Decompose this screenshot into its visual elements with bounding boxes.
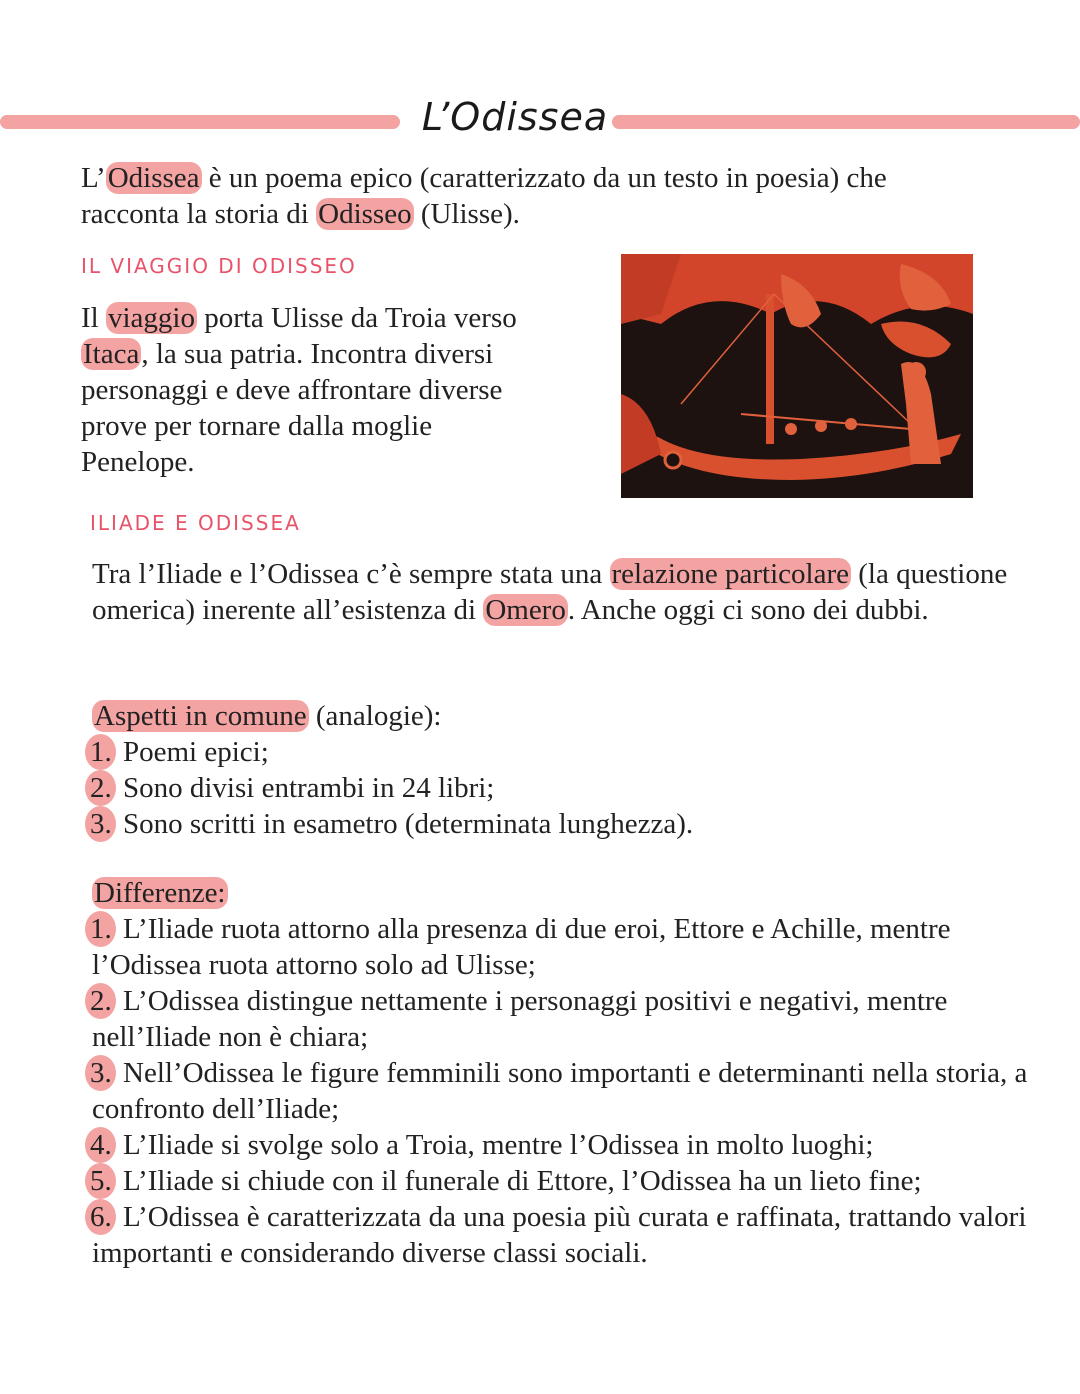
analogies-item-text: Sono scritti in esametro (determinata lunghezza). bbox=[115, 808, 694, 840]
viaggio-paragraph: Il viaggio porta Ulisse da Troia verso Itaca, la sua patria. Incontra diversi personaggi e deve affrontare diverse prove per tornare dalla moglie Penelope. bbox=[81, 302, 517, 478]
section-heading-iliade-odissea: ILIADE E ODISSEA bbox=[90, 511, 301, 535]
differences-item-text: L’Iliade ruota attorno alla presenza di due eroi, Ettore e Achille, mentre l’Odissea ruota attorno solo ad Ulisse; bbox=[92, 913, 951, 981]
differences-item bbox=[92, 1199, 1032, 1271]
page-title: L’Odissea bbox=[421, 95, 609, 139]
differences-item-number: 6. bbox=[85, 1199, 116, 1235]
analogies-item-number: 1. bbox=[85, 734, 116, 770]
highlight-odissea: Odissea bbox=[107, 162, 200, 194]
differences-item-text: L’Iliade si chiude con il funerale di Ettore, l’Odissea ha un lieto fine; bbox=[115, 1165, 922, 1197]
differences-item bbox=[92, 1127, 1032, 1163]
highlight-viaggio: viaggio bbox=[107, 302, 195, 334]
analogies-item-number: 2. bbox=[85, 770, 116, 806]
title-rule-left bbox=[0, 115, 400, 129]
greek-vase-ship-image bbox=[621, 254, 973, 498]
title-rule-right bbox=[612, 115, 1080, 129]
differences-item-number: 1. bbox=[85, 911, 116, 947]
differences-item bbox=[92, 1163, 1032, 1199]
analogies-item-text: Sono divisi entrambi in 24 libri; bbox=[115, 772, 495, 804]
differences-item-number: 5. bbox=[85, 1163, 116, 1199]
relazione-paragraph: Tra l’Iliade e l’Odissea c’è sempre stata una relazione particolare (la questione omerica) inerente all’esistenza di Omero. Anche oggi ci sono dei dubbi. bbox=[92, 558, 1008, 626]
differences-item bbox=[92, 983, 1032, 1055]
differences-list bbox=[92, 875, 1032, 1271]
differences-item-text: L’Odissea è caratterizzata da una poesia più curata e raffinata, trattando valori importanti e considerando diverse classi sociali. bbox=[92, 1201, 1027, 1269]
analogies-item bbox=[92, 806, 1032, 842]
analogies-label: Aspetti in comune (analogie): bbox=[94, 700, 442, 732]
analogies-item-text: Poemi epici; bbox=[115, 736, 269, 768]
differences-item-number: 3. bbox=[85, 1055, 116, 1091]
differences-label bbox=[92, 875, 1032, 911]
analogies-list bbox=[92, 698, 1032, 842]
analogies-item bbox=[92, 770, 1032, 806]
highlight-relazione: relazione particolare bbox=[611, 558, 849, 590]
analogies-item-number: 3. bbox=[85, 806, 116, 842]
differences-item bbox=[92, 1055, 1032, 1127]
vase-painting-icon bbox=[621, 254, 973, 498]
differences-item bbox=[92, 911, 1032, 983]
highlight-differenze: Differenze: bbox=[94, 877, 226, 909]
differences-item-text: L’Iliade si svolge solo a Troia, mentre l’Odissea in molto luoghi; bbox=[115, 1129, 874, 1161]
highlight-odisseo: Odisseo bbox=[318, 198, 412, 230]
analogies-item bbox=[92, 734, 1032, 770]
highlight-omero: Omero bbox=[485, 594, 566, 626]
differences-item-text: L’Odissea distingue nettamente i personaggi positivi e negativi, mentre nell’Iliade non è chiara; bbox=[92, 985, 948, 1053]
differences-item-number: 2. bbox=[85, 983, 116, 1019]
highlight-aspetti-comune: Aspetti in comune bbox=[94, 700, 307, 732]
intro-paragraph: L’Odissea è un poema epico (caratterizzato da un testo in poesia) che racconta la storia di Odisseo (Ulisse). bbox=[81, 162, 887, 230]
differences-item-number: 4. bbox=[85, 1127, 116, 1163]
section-heading-viaggio: IL VIAGGIO DI ODISSEO bbox=[81, 254, 357, 278]
differences-item-text: Nell’Odissea le figure femminili sono importanti e determinanti nella storia, a confronto dell’Iliade; bbox=[92, 1057, 1028, 1125]
highlight-itaca: Itaca bbox=[83, 338, 140, 370]
